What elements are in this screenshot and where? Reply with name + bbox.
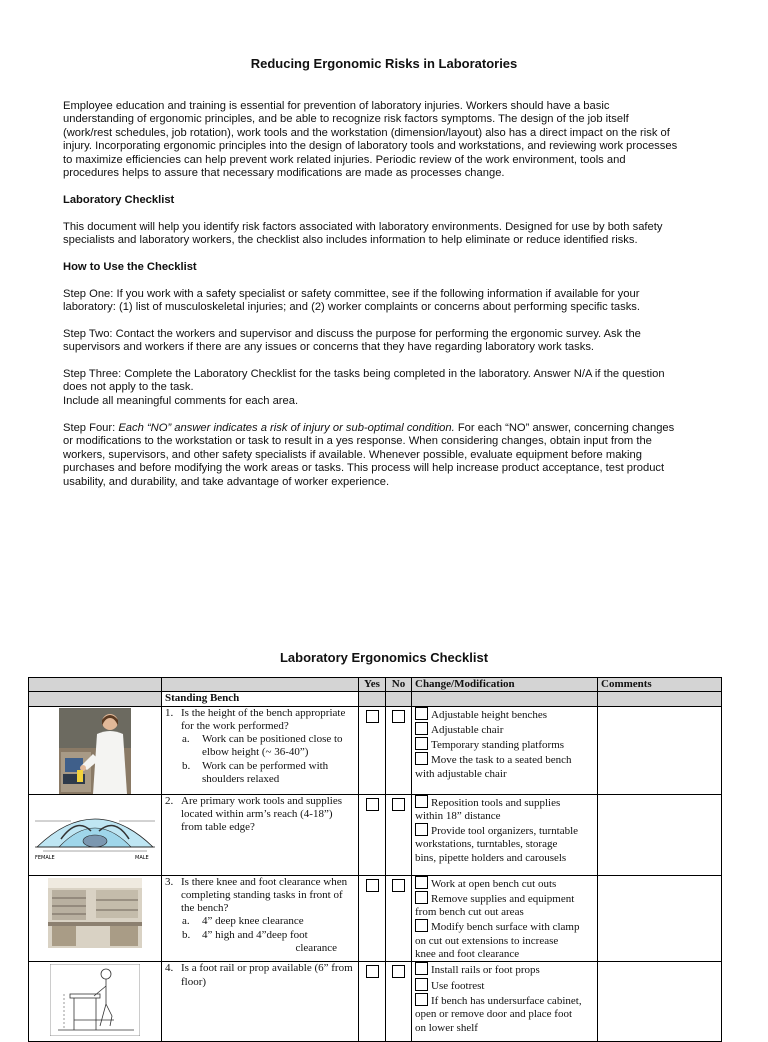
- question-cell: [162, 794, 359, 875]
- yes-checkbox[interactable]: [366, 965, 379, 978]
- comments-cell[interactable]: [598, 794, 722, 875]
- question-text: Is the height of the bench appropriate for the work performed?: [181, 706, 346, 732]
- no-cell: [386, 794, 412, 875]
- change-option[interactable]: Work at open bench cut outs: [415, 876, 594, 891]
- lab-worker-photo: [29, 706, 162, 794]
- question-number: 3.: [165, 875, 174, 888]
- question-text: Are primary work tools and supplies located within arm’s reach (4-18”) from table edge?: [181, 794, 342, 834]
- change-option[interactable]: Use footrest: [415, 978, 594, 993]
- question-cell: [162, 962, 359, 1042]
- header-question: [162, 678, 359, 692]
- question-1: [165, 707, 355, 734]
- comments-cell[interactable]: [598, 962, 722, 1042]
- sub-item: a. Work can be positioned close to elbow height (~ 36-40”): [182, 733, 343, 759]
- checklist-paragraph: This document will help you identify risk factors associated with laboratory environments. Designed for use by both safety specialists and laboratory workers, the checklist also includes information to help eliminate or reduce identified risks.: [63, 221, 663, 247]
- sub-item-tail: clearance: [295, 942, 337, 955]
- header-image: [29, 678, 162, 692]
- no-checkbox[interactable]: [392, 879, 405, 892]
- yes-checkbox[interactable]: [366, 879, 379, 892]
- checklist-title: Laboratory Ergonomics Checklist: [279, 650, 489, 665]
- option-checkbox[interactable]: [415, 993, 428, 1006]
- option-checkbox[interactable]: [415, 752, 428, 765]
- change-continuation: from bench cut out areas: [415, 906, 524, 919]
- intro-paragraph: Employee education and training is essential for prevention of laboratory injuries. Workers should have a basic understanding of ergonomic principles, and be able to recognize risk factors symptoms. The design of the job itself (work/rest schedules, job rotation), work tools and the workstation (dimension/layout) also has a direct impact on the risk of injury. Incorporating ergonomic principles into the design of laboratory tools and workstations, and reviewing work processes to maximize efficiencies can help prevent work related injuries. Periodic review of the work environment, tools and procedures helps to assure that necessary modifications are made as processes change.: [63, 100, 678, 180]
- question-cell: [162, 706, 359, 794]
- change-continuation: workstations, turntables, storage: [415, 838, 558, 851]
- no-checkbox[interactable]: [392, 798, 405, 811]
- step-four-rest: For each “NO” answer, concerning changes or modifications to the workstation or task to result in a yes response. When considering changes, obtain input from the workers, supervisors, and other safety specialists if available. Whenever possible, evaluate equipment before making purchases and before modifying the work areas or tasks. This process will help increase product acceptance, test product usability, and durability, and take advantage of worker experience.: [63, 422, 675, 488]
- table-row: [29, 875, 722, 962]
- yes-checkbox[interactable]: [366, 710, 379, 723]
- table-row: [29, 706, 722, 794]
- header-comments: Comments: [598, 678, 722, 692]
- change-option[interactable]: Install rails or foot props: [415, 962, 594, 977]
- change-option[interactable]: Remove supplies and equipment: [415, 891, 594, 906]
- step-three: Step Three: Complete the Laboratory Checklist for the tasks being completed in the laboratory. Answer N/A if the question does not apply to the task. Include all meaningful comments for each area.: [63, 368, 665, 407]
- option-checkbox[interactable]: [415, 737, 428, 750]
- change-cell: [412, 875, 598, 962]
- step-four-prefix: Step Four:: [63, 422, 119, 434]
- step-two: Step Two: Contact the workers and supervisor and discuss the purpose for performing the ergonomic survey. Ask the supervisors and workers if there are any issues or concerns that they have regarding laboratory work tasks.: [63, 328, 641, 354]
- change-option[interactable]: If bench has undersurface cabinet,: [415, 993, 594, 1008]
- diagram-label-male: MALE: [135, 854, 149, 861]
- option-checkbox[interactable]: [415, 876, 428, 889]
- section-label: Standing Bench: [162, 692, 359, 706]
- change-continuation: bins, pipette holders and carousels: [415, 851, 567, 864]
- change-option[interactable]: Move the task to a seated bench: [415, 752, 594, 767]
- yes-checkbox[interactable]: [366, 798, 379, 811]
- yes-cell: [359, 706, 386, 794]
- option-checkbox[interactable]: [415, 707, 428, 720]
- question-4: [165, 962, 355, 989]
- change-continuation: with adjustable chair: [415, 767, 507, 780]
- change-cell: [412, 706, 598, 794]
- no-cell: [386, 875, 412, 962]
- option-checkbox[interactable]: [415, 919, 428, 932]
- question-cell: [162, 875, 359, 962]
- howto-heading: How to Use the Checklist: [63, 261, 197, 273]
- ergonomics-checklist-table: [28, 677, 722, 1042]
- option-checkbox[interactable]: [415, 795, 428, 808]
- change-continuation: knee and foot clearance: [415, 948, 520, 961]
- step-four: [63, 422, 713, 489]
- change-cell: [412, 962, 598, 1042]
- sub-item: a. 4” deep knee clearance: [182, 915, 304, 928]
- table-header-row: [29, 678, 722, 692]
- change-option[interactable]: Provide tool organizers, turntable: [415, 823, 594, 838]
- yes-cell: [359, 794, 386, 875]
- laboratory-room-photo: [29, 875, 162, 962]
- change-option[interactable]: Temporary standing platforms: [415, 737, 594, 752]
- change-cell: [412, 794, 598, 875]
- option-checkbox[interactable]: [415, 978, 428, 991]
- question-text: Is there knee and foot clearance when completing standing tasks in front of the bench?: [181, 875, 348, 915]
- question-number: 4.: [165, 962, 174, 975]
- change-option[interactable]: Adjustable chair: [415, 722, 594, 737]
- foot-rail-illustration: [29, 962, 162, 1042]
- no-checkbox[interactable]: [392, 965, 405, 978]
- comments-cell[interactable]: [598, 875, 722, 962]
- checklist-heading: Laboratory Checklist: [63, 194, 175, 206]
- change-continuation: on cut out extensions to increase: [415, 934, 559, 947]
- change-option[interactable]: Modify bench surface with clamp: [415, 919, 594, 934]
- reach-zone-diagram: [29, 794, 162, 875]
- table-row: [29, 962, 722, 1042]
- diagram-label-female: FEMALE: [35, 854, 55, 861]
- yes-cell: [359, 962, 386, 1042]
- change-continuation: open or remove door and place foot: [415, 1008, 572, 1021]
- option-checkbox[interactable]: [415, 962, 428, 975]
- step-one: Step One: If you work with a safety specialist or safety committee, see if the following information if available for your laboratory: (1) list of musculoskeletal injuries; and (2) worker complaints or concerns about performing specific tasks.: [63, 288, 641, 314]
- change-option[interactable]: Adjustable height benches: [415, 707, 594, 722]
- header-change: Change/Modification: [412, 678, 598, 692]
- no-cell: [386, 962, 412, 1042]
- sub-item: b. Work can be performed with shoulders relaxed: [182, 759, 329, 786]
- option-checkbox[interactable]: [415, 722, 428, 735]
- document-title: Reducing Ergonomic Risks in Laboratories: [250, 56, 518, 71]
- question-2: [165, 795, 355, 835]
- section-row: [29, 692, 722, 706]
- change-option[interactable]: Reposition tools and supplies: [415, 795, 594, 810]
- step-four-emphasis: Each “NO” answer indicates a risk of injury or sub-optimal condition.: [118, 422, 455, 434]
- question-3: [165, 876, 355, 916]
- change-continuation: within 18” distance: [415, 809, 501, 822]
- question-text: Is a foot rail or prop available (6” from floor): [181, 962, 353, 988]
- change-continuation: on lower shelf: [415, 1021, 478, 1034]
- comments-cell[interactable]: [598, 706, 722, 794]
- question-number: 2.: [165, 794, 174, 807]
- no-checkbox[interactable]: [392, 710, 405, 723]
- header-yes: Yes: [359, 678, 386, 692]
- sub-item: b. 4” high and 4”deep foot: [182, 928, 308, 941]
- table-row: [29, 794, 722, 875]
- header-no: No: [386, 678, 412, 692]
- option-checkbox[interactable]: [415, 891, 428, 904]
- yes-cell: [359, 875, 386, 962]
- question-number: 1.: [165, 706, 174, 719]
- option-checkbox[interactable]: [415, 823, 428, 836]
- no-cell: [386, 706, 412, 794]
